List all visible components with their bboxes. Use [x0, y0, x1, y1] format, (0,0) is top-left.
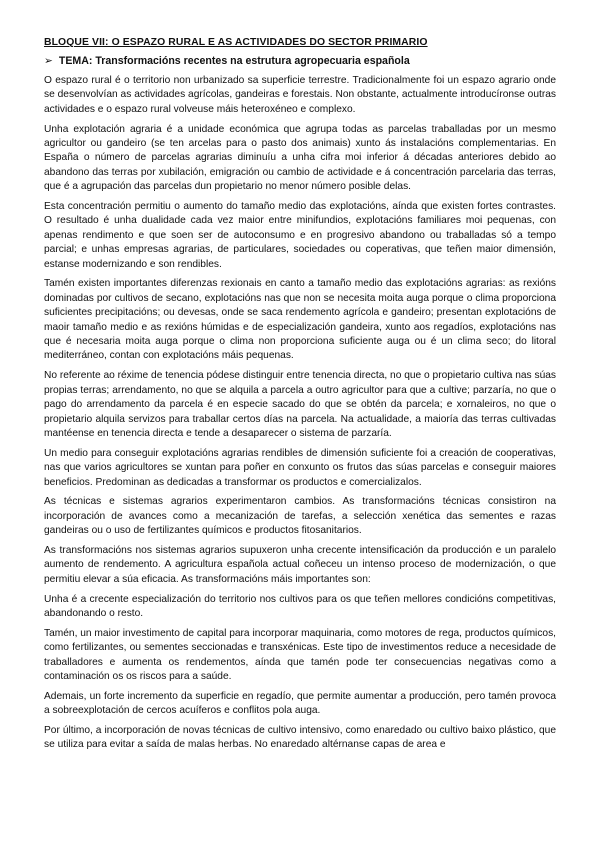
paragraph-regional-differences: Tamén existen importantes diferenzas rexionais en canto a tamaño medio das explotacións agrarias: as rexións dominadas por cultivos de secano, explotacións nas que non se necesita moita auga porque o clima proporciona suficientes precipitacións; ou devesas, onde se saca rendemento agrícola e gandeiro; presentan explotacións de maoir tamaño medio e as rexións húmidas e de especialización gandeira, xunto aos regadíos, explotacións nas que é necesaria moita auga porque o clima non proporciona suficiente auga ou é un clima seco; do litoral mediterráneo, contan con explotacións máis pequenas.: [44, 278, 556, 362]
paragraph-capital-investment: Tamén, un maior investimento de capital para incorporar maquinaria, como motores de rega, productos químicos, como fertilizantes, ou sementes seccionadas e transxénicas. Este tipo de investimentos reduce a necesidade de traballadores e aumenta os rendementos, aínda que tamén pode ter consecuencias negativas como a contaminación os os riscos para a saúde.: [44, 627, 556, 682]
paragraph-rural-space: O espazo rural é o territorio non urbanizado sa superficie terrestre. Tradicionalmente foi un espazo agrario onde se desenvolvían as actividades agrícolas, gandeiras e forestais. Non obstante, actualmente introducíronse outras actividades e o espazo rural volveuse máis heteroxéneo e complexo.: [44, 75, 556, 115]
paragraph-techniques: As técnicas e sistemas agrarios experimentaron cambios. As transformacións técnicas consistiron na incorporación de avances como a mecanización de tarefas, a selección xenética das sementes e razas gandeiras ou o uso de fertilizantes químicos e productos fitosanitarios.: [44, 496, 556, 537]
arrow-bullet-icon: ➢: [44, 55, 53, 67]
paragraph-cooperatives: Un medio para conseguir explotacións agrarias rendibles de dimensión suficiente foi a creación de cooperativas, nas que varios agricultores se xuntan para poñer en conxunto os frutos das súas parcelas e conseguir maiores beneficios. Predominan as dedicadas a transformar os productos e comercializalos.: [44, 447, 556, 488]
paragraph-irrigation: Ademais, un forte incremento da superficie en regadío, que permite aumentar a producción, pero tamén provoca a sobreexplotación de cercos acuíferos e conflitos pola auga.: [44, 690, 556, 717]
topic-title: [44, 54, 556, 68]
paragraph-transformations: As transformacións nos sistemas agrarios supuxeron unha crecente intensificación da producción e un paralelo aumento de rendemento. A agricultura española actual coñeceu un intenso proceso de modernización, o que permitiu elevar a súa eficacia. As transformacións máis importantes son:: [44, 544, 556, 585]
paragraph-agrarian-exploitation: Unha explotación agraria é a unidade económica que agrupa todas as parcelas traballadas por un mesmo agricultor ou gandeiro (se ten arcelas para o pasto dos animais) xunto ás instalacións complementarias. En España o número de parcelas agrarias diminuíu a unha cifra moi inferior á décadas anteriores debido ao abandono das terras por xubilación, emigración ou cambio de actividade e á concentración parcelaria das terras, que é a agrupación das parcelas dun propietario no menor número posible delas.: [44, 123, 556, 193]
paragraph-intensive-cultivation: Por último, a incorporación de novas técnicas de cultivo intensivo, como enaredado ou cultivo baixo plástico, que se utiliza para evitar a saída de malas herbas. No enaredado altérnanse capas de area e: [44, 724, 556, 751]
block-heading: BLOQUE VII: O ESPAZO RURAL E AS ACTIVIDADES DO SECTOR PRIMARIO: [44, 37, 428, 48]
paragraph-specialization: Unha é a crecente especialización do territorio nos cultivos para os que teñen mellores condicións competitivas, abandonando o resto.: [44, 593, 556, 619]
paragraph-concentration: Esta concentración permitiu o aumento do tamaño medio das explotacións, aínda que existen fortes contrastes. O resultado é unha dualidade cada vez maior entre minifundios, explotacións familiares moi pequenas, con apenas rendimento e que soen ser de autoconsumo e en progresivo abandono ou traballadas só a tempo parcial; e unhas empresas agrarias, de particulares, sociedades ou coperativas, que teñen maior dimensión, estanse modernizando e son rendibles.: [44, 201, 556, 270]
topic-title-text: TEMA: Transformacións recentes na estrutura agropecuaria española: [58, 55, 410, 67]
paragraph-tenancy-regime: No referente ao réxime de tenencia pódese distinguir entre tenencia directa, no que o propietario cultiva nas súas propias terras; arrendamento, no que se alquila a parcela a outro agricultor para que a cultive; parzaría, no que o pago do arrendamento da parcela é en especie sacado do que se obtén da parcela; e xornaleiros, no que o propietario alquila servizos para traballar certos días na parcela. Na actualidade, a maioría das terras cultivadas mantéense en tenencia directa e tende a desaparecer o sistema de parzaría.: [44, 370, 556, 439]
